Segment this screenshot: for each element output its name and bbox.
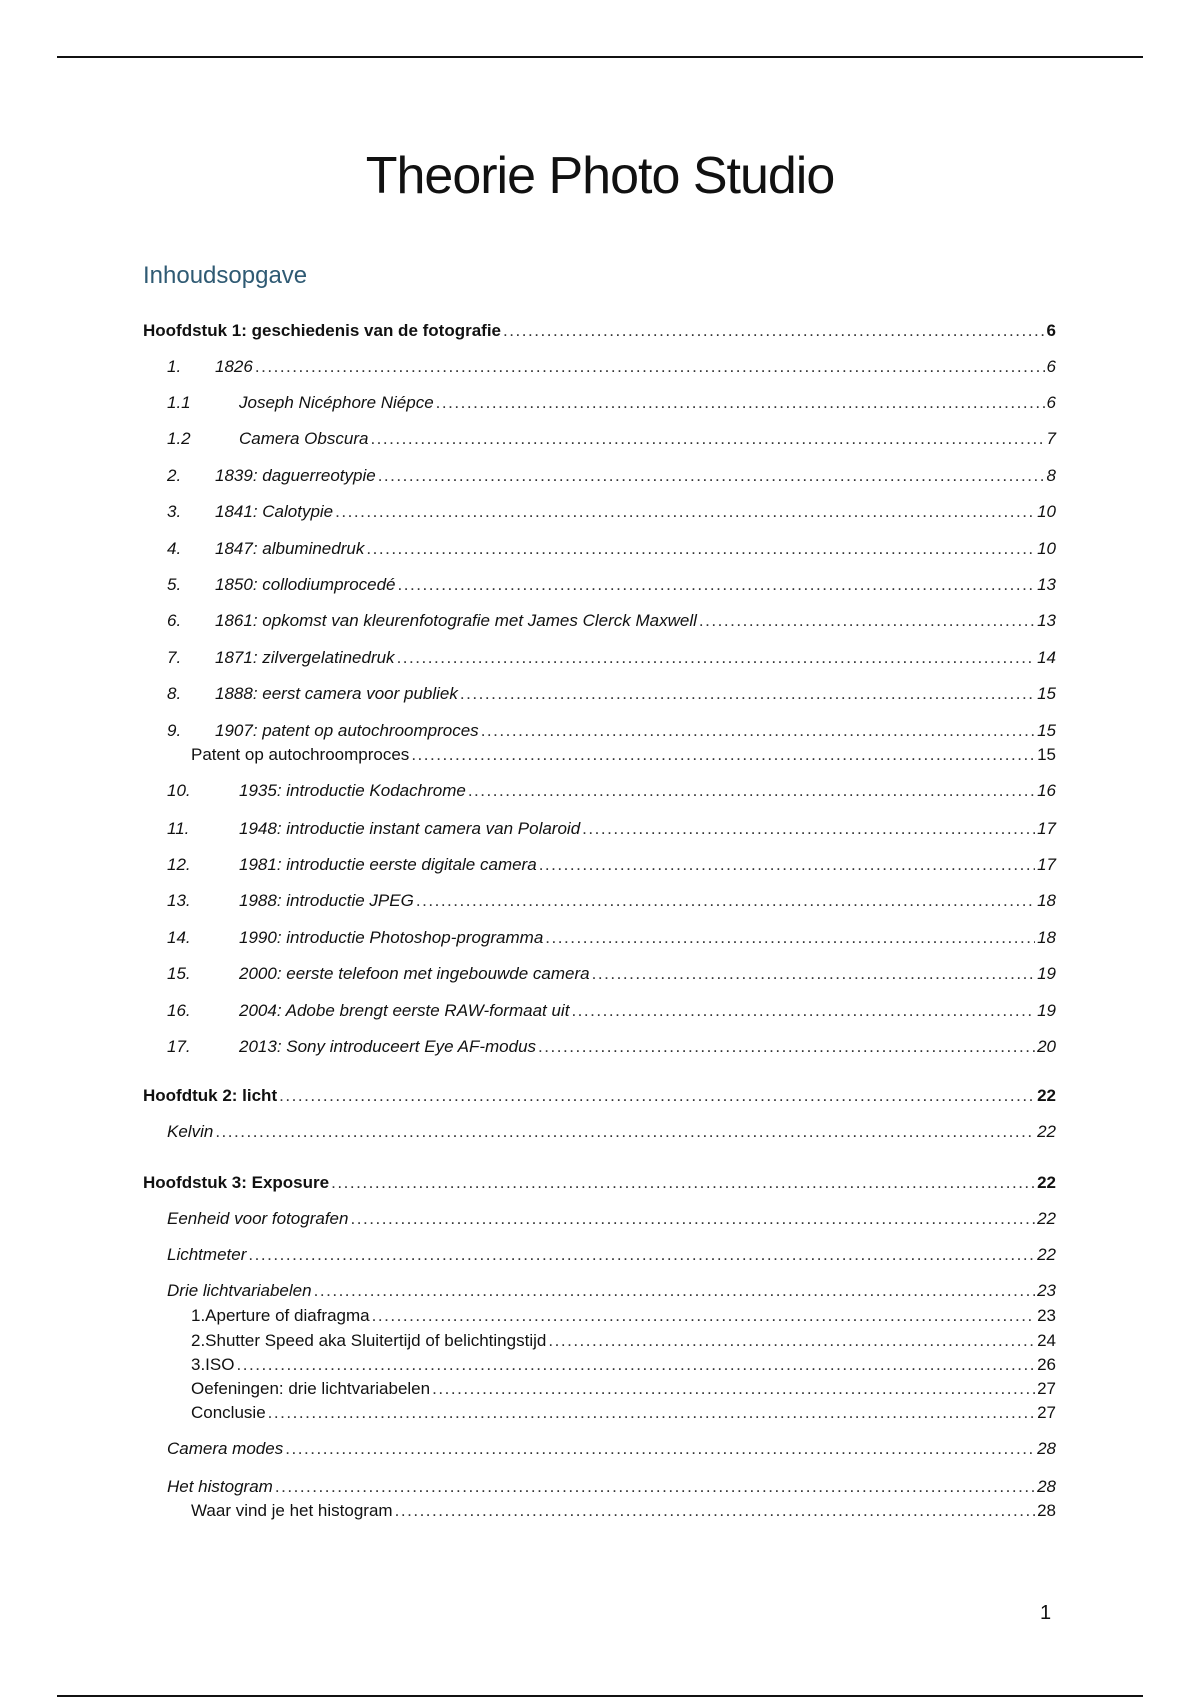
toc-dot-leader [255,356,1045,378]
toc-entry-title: 1907: patent op autochroomproces [215,721,479,740]
toc-entry[interactable] [143,1208,1056,1230]
toc-entry-page: 17 [1037,819,1056,838]
toc-entry[interactable] [143,356,1056,378]
toc-entry-number: 17. [167,1037,191,1056]
toc-entry-page: 23 [1037,1306,1056,1325]
toc-entry-number: 1.1 [167,393,191,412]
toc-entry-title: Waar vind je het histogram [191,1501,393,1520]
toc-entry-title: 1861: opkomst van kleurenfotografie met James Clerck Maxwell [215,611,697,630]
toc-dot-leader [215,1121,1035,1143]
toc-dot-leader [545,927,1035,949]
toc-entry[interactable] [143,1438,1056,1460]
toc-dot-leader [335,501,1035,523]
toc-entry-page: 13 [1037,611,1056,630]
toc-dot-leader [331,1172,1035,1194]
toc-entry[interactable] [143,927,1056,949]
toc-entry[interactable] [143,780,1056,802]
toc-entry-number: 2. [167,466,182,485]
toc-entry-number: 3. [167,502,182,521]
toc-entry-number: 6. [167,611,182,630]
toc-entry-title: 1.Aperture of diafragma [191,1306,370,1325]
toc-entry-title: Kelvin [167,1122,214,1141]
toc-entry-title: Hoofdtuk 2: licht [143,1086,278,1105]
toc-entry-title: 1981: introductie eerste digitale camera [239,855,537,874]
toc-dot-leader [592,963,1035,985]
toc-entry[interactable] [143,501,1056,523]
toc-dot-leader [539,854,1035,876]
toc-entry-number: 11. [167,819,190,838]
toc-entry-page: 13 [1037,575,1056,594]
toc-entry-page: 15 [1037,684,1056,703]
toc-entry-title: 1841: Calotypie [215,502,334,521]
document-title: Theorie Photo Studio [365,147,835,205]
toc-dot-leader [503,320,1045,342]
toc-dot-leader [436,392,1045,414]
toc-entry-title: 3.ISO [191,1355,235,1374]
toc-entry[interactable] [143,1305,1056,1327]
toc-entry-title: Conclusie [191,1403,266,1422]
toc-entry-title: Hoofdstuk 3: Exposure [143,1173,330,1192]
toc-entry-page: 22 [1037,1209,1056,1228]
toc-entry-title: 1948: introductie instant camera van Polaroid [239,819,581,838]
toc-entry[interactable] [143,538,1056,560]
page-number: 1 [1040,1602,1052,1624]
toc-entry-title: Patent op autochroomproces [191,745,410,764]
toc-dot-leader [378,465,1045,487]
toc-dot-leader [582,818,1035,840]
toc-entry-page: 28 [1037,1501,1056,1520]
toc-dot-leader [279,1085,1035,1107]
toc-entry-page: 24 [1037,1331,1056,1350]
toc-entry[interactable] [143,1378,1056,1400]
toc-entry-title: 1826 [215,357,253,376]
toc-entry[interactable] [143,1402,1056,1424]
toc-entry-page: 19 [1037,1001,1056,1020]
toc-entry[interactable] [143,1000,1056,1022]
toc-entry-page: 7 [1046,429,1056,448]
toc-entry-page: 10 [1037,539,1056,558]
toc-entry-title: Camera modes [167,1439,284,1458]
toc-entry-number: 4. [167,539,182,558]
toc-entry-page: 18 [1037,928,1056,947]
toc-entry-title: Joseph Nicéphore Niépce [239,393,434,412]
toc-entry-title: 1850: collodiumprocedé [215,575,396,594]
toc-entry[interactable] [143,1121,1056,1143]
toc-entry-page: 23 [1037,1281,1056,1300]
toc-entry[interactable] [143,465,1056,487]
toc-entry-page: 27 [1037,1403,1056,1422]
toc-entry[interactable] [143,1280,1056,1302]
toc-entry-page: 22 [1037,1086,1056,1105]
toc-entry-number: 1. [167,357,182,376]
toc-dot-leader [699,610,1035,632]
toc-entry[interactable] [143,1244,1056,1266]
toc-entry-title: Lichtmeter [167,1245,247,1264]
toc-entry-number: 9. [167,721,182,740]
toc-dot-leader [397,647,1036,669]
toc-entry-number: 14. [167,928,191,947]
toc-entry-title: 2000: eerste telefoon met ingebouwde camera [239,964,590,983]
toc-entry[interactable] [143,647,1056,669]
toc-dot-leader [411,744,1035,766]
toc-entry-title: 1935: introductie Kodachrome [239,781,466,800]
toc-dot-leader [398,574,1036,596]
toc-dot-leader [236,1354,1035,1376]
toc-entry-number: 7. [167,648,182,667]
toc-entry-page: 27 [1037,1379,1056,1398]
toc-entry-page: 18 [1037,891,1056,910]
toc-dot-leader [571,1000,1035,1022]
toc-entry[interactable] [143,1085,1056,1107]
toc-entry[interactable] [143,392,1056,414]
toc-entry[interactable] [143,1036,1056,1058]
toc-entry-page: 22 [1037,1245,1056,1264]
toc-entry[interactable] [143,574,1056,596]
toc-dot-leader [395,1500,1036,1522]
toc-entry[interactable] [143,890,1056,912]
toc-entry-page: 28 [1037,1439,1056,1458]
toc-entry-page: 26 [1037,1355,1056,1374]
toc-entry[interactable] [143,683,1056,705]
toc-entry[interactable] [143,428,1056,450]
toc-entry-title: 1888: eerst camera voor publiek [215,684,458,703]
toc-entry-page: 8 [1046,466,1056,485]
toc-entry-page: 28 [1037,1477,1056,1496]
toc-dot-leader [370,428,1044,450]
toc-dot-leader [350,1208,1035,1230]
toc-dot-leader [432,1378,1035,1400]
toc-heading: Inhoudsopgave [143,262,308,289]
toc-entry[interactable] [143,720,1056,742]
toc-entry[interactable] [143,1354,1056,1376]
toc-entry-page: 19 [1037,964,1056,983]
toc-dot-leader [548,1330,1035,1352]
toc-entry-title: 1990: introductie Photoshop-programma [239,928,544,947]
toc-entry[interactable] [143,744,1056,766]
toc-entry[interactable] [143,1172,1056,1194]
toc-dot-leader [538,1036,1035,1058]
toc-dot-leader [372,1305,1035,1327]
toc-entry-number: 16. [167,1001,191,1020]
toc-entry-page: 22 [1037,1122,1056,1141]
toc-dot-leader [460,683,1035,705]
toc-dot-leader [268,1402,1035,1424]
toc-entry-page: 6 [1046,321,1056,340]
toc-dot-leader [468,780,1035,802]
toc-entry[interactable] [143,320,1056,342]
toc-entry-number: 12. [167,855,191,874]
toc-entry-page: 20 [1037,1037,1056,1056]
toc-entry-title: 1839: daguerreotypie [215,466,376,485]
toc-entry-number: 13. [167,891,191,910]
toc-entry-page: 15 [1037,745,1056,764]
toc-dot-leader [275,1476,1035,1498]
toc-entry[interactable] [143,1500,1056,1522]
toc-entry-title: Oefeningen: drie lichtvariabelen [191,1379,431,1398]
toc-entry-number: 1.2 [167,429,191,448]
toc-dot-leader [314,1280,1036,1302]
toc-entry-page: 10 [1037,502,1056,521]
toc-entry-number: 5. [167,575,182,594]
toc-entry-title: 2.Shutter Speed aka Sluitertijd of belichtingstijd [191,1331,547,1350]
toc-entry-title: Het histogram [167,1477,273,1496]
toc-dot-leader [481,720,1035,742]
toc-entry[interactable] [143,1330,1056,1352]
toc-entry-page: 14 [1037,648,1056,667]
toc-entry-page: 16 [1037,781,1056,800]
toc-entry-title: Drie lichtvariabelen [167,1281,312,1300]
header-rule [57,56,1143,58]
toc-entry-page: 6 [1046,357,1056,376]
toc-entry-title: 2004: Adobe brengt eerste RAW-formaat uit [239,1001,570,1020]
toc-entry-title: Camera Obscura [239,429,369,448]
toc-entry-page: 15 [1037,721,1056,740]
toc-entry-title: 1847: albuminedruk [215,539,365,558]
toc-entry-title: Eenheid voor fotografen [167,1209,349,1228]
toc-dot-leader [416,890,1035,912]
footer-rule [57,1695,1143,1697]
toc-entry-page: 17 [1037,855,1056,874]
toc-dot-leader [248,1244,1035,1266]
toc-entry-page: 6 [1046,393,1056,412]
toc-entry-title: 1871: zilvergelatinedruk [215,648,395,667]
toc-entry-number: 15. [167,964,191,983]
toc-entry[interactable] [143,854,1056,876]
toc-entry[interactable] [143,1476,1056,1498]
toc-entry[interactable] [143,610,1056,632]
toc-entry-page: 22 [1037,1173,1056,1192]
toc-dot-leader [366,538,1035,560]
toc-entry-number: 10. [167,781,191,800]
toc-entry-title: 2013: Sony introduceert Eye AF-modus [239,1037,537,1056]
toc-entry-title: Hoofdstuk 1: geschiedenis van de fotografie [143,321,502,340]
toc-entry[interactable] [143,963,1056,985]
toc-entry-title: 1988: introductie JPEG [239,891,414,910]
toc-entry[interactable] [143,818,1056,840]
toc-entry-number: 8. [167,684,182,703]
toc-dot-leader [285,1438,1035,1460]
